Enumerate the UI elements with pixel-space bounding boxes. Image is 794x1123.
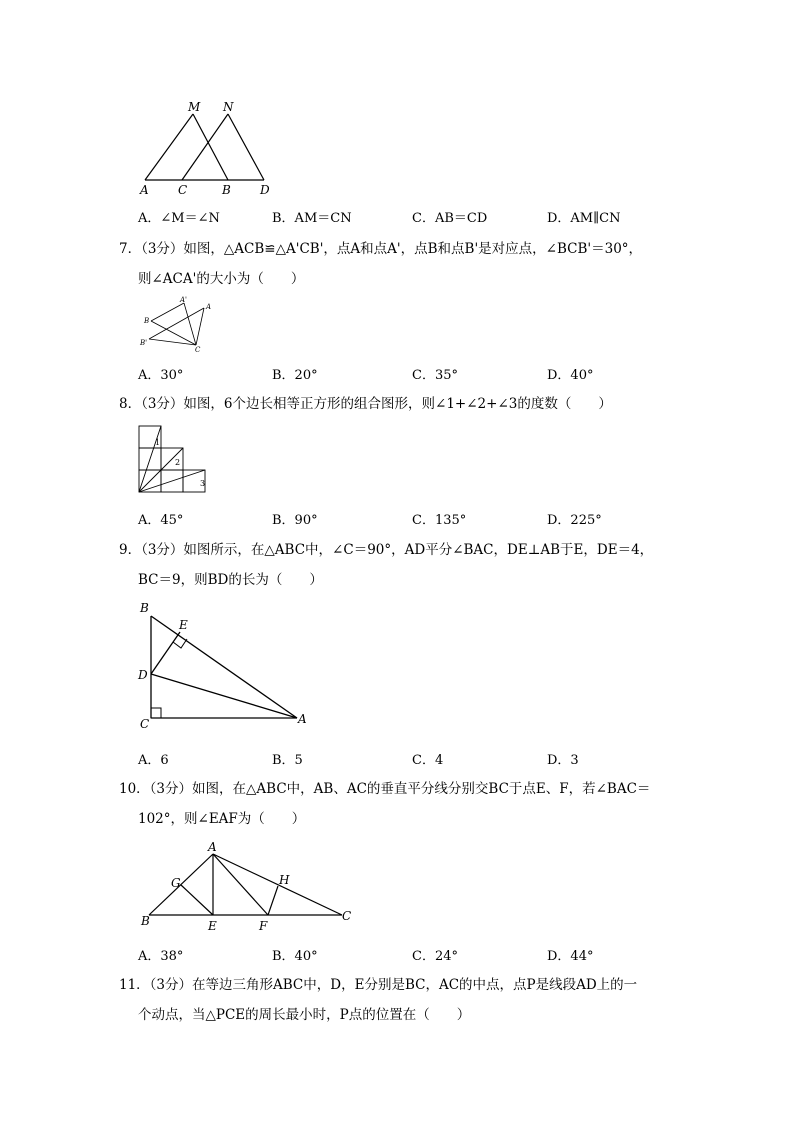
q7-figure xyxy=(135,294,220,356)
q6-option-d: D．AM∥CN xyxy=(547,211,621,226)
q7-option-a: A．30° xyxy=(138,368,184,383)
q9-figure xyxy=(135,598,315,738)
q8-figure xyxy=(136,423,212,497)
q9-stem-line2: BC＝9，则BD的长为（ ） xyxy=(138,572,323,588)
q7-label-B: B xyxy=(144,317,150,325)
q6-label-D: D xyxy=(260,183,270,197)
q6-label-M: M xyxy=(188,100,201,114)
q11-stem-line1: 11．（3分）在等边三角形ABC中，D，E分别是BC，AC的中点，点P是线段AD上的一 xyxy=(119,977,638,993)
q7-option-b: B．20° xyxy=(272,368,318,383)
q6-label-N: N xyxy=(223,100,234,114)
q6-label-A: A xyxy=(140,183,149,197)
q11-stem-line2: 个动点，当△PCE的周长最小时，P点的位置在（ ） xyxy=(138,1007,471,1023)
q9-option-c: C．4 xyxy=(412,753,444,768)
q7-label-A: A xyxy=(206,303,212,311)
q10-label-A: A xyxy=(208,840,217,854)
q9-label-E: E xyxy=(179,618,188,632)
q7-label-B1: B' xyxy=(140,339,148,347)
q6-label-B: B xyxy=(222,183,231,197)
q6-label-C: C xyxy=(178,183,188,197)
q9-label-A: A xyxy=(298,712,307,726)
q9-label-D: D xyxy=(138,668,148,682)
q9-stem-line1: 9．（3分）如图所示，在△ABC中，∠C＝90°，AD平分∠BAC，DE⊥AB于E，DE＝4， xyxy=(119,542,654,558)
q7-option-c: C．35° xyxy=(412,368,458,383)
q8-angle-1-label: 1 xyxy=(155,438,161,447)
q9-option-b: B．5 xyxy=(272,753,303,768)
q7-label-C: C xyxy=(195,346,201,354)
q10-label-G: G xyxy=(171,876,181,890)
q6-option-c: C．AB＝CD xyxy=(412,211,488,226)
q8-option-d: D．225° xyxy=(547,513,602,528)
q6-option-a: A．∠M＝∠N xyxy=(138,211,220,226)
q9-label-C: C xyxy=(140,717,150,731)
q10-option-c: C．24° xyxy=(412,949,458,964)
q9-option-d: D．3 xyxy=(547,753,579,768)
q8-stem-line1: 8．（3分）如图，6个边长相等正方形的组合图形，则∠1+∠2+∠3的度数（ ） xyxy=(119,396,612,412)
q7-stem-line2: 则∠ACA'的大小为（ ） xyxy=(138,271,305,287)
q10-option-b: B．40° xyxy=(272,949,318,964)
q8-option-b: B．90° xyxy=(272,513,318,528)
q10-label-B: B xyxy=(141,914,150,928)
q8-angle-3-label: 3 xyxy=(200,479,206,488)
q10-figure xyxy=(135,838,360,938)
q10-label-F: F xyxy=(259,919,268,933)
q8-option-c: C．135° xyxy=(412,513,467,528)
q8-option-a: A．45° xyxy=(138,513,184,528)
q10-label-E: E xyxy=(208,919,217,933)
q10-stem-line2: 102°，则∠EAF为（ ） xyxy=(138,811,306,827)
q8-angle-2-label: 2 xyxy=(175,458,181,467)
q7-stem-line1: 7．（3分）如图，△ACB≌△A'CB'，点A和点A'，点B和点B'是对应点，∠BCB'＝30°， xyxy=(119,241,643,257)
q9-option-a: A．6 xyxy=(138,753,169,768)
q6-option-b: B．AM＝CN xyxy=(272,211,352,226)
q10-option-a: A．38° xyxy=(138,949,184,964)
q10-option-d: D．44° xyxy=(547,949,594,964)
q7-label-A1: A' xyxy=(180,296,187,304)
q10-stem-line1: 10．（3分）如图，在△ABC中，AB、AC的垂直平分线分别交BC于点E、F，若∠BAC＝ xyxy=(119,781,651,797)
q10-label-C: C xyxy=(342,909,352,923)
q10-label-H: H xyxy=(279,873,290,887)
q7-option-d: D．40° xyxy=(547,368,594,383)
q6-figure xyxy=(135,98,285,198)
q9-label-B: B xyxy=(140,601,149,615)
